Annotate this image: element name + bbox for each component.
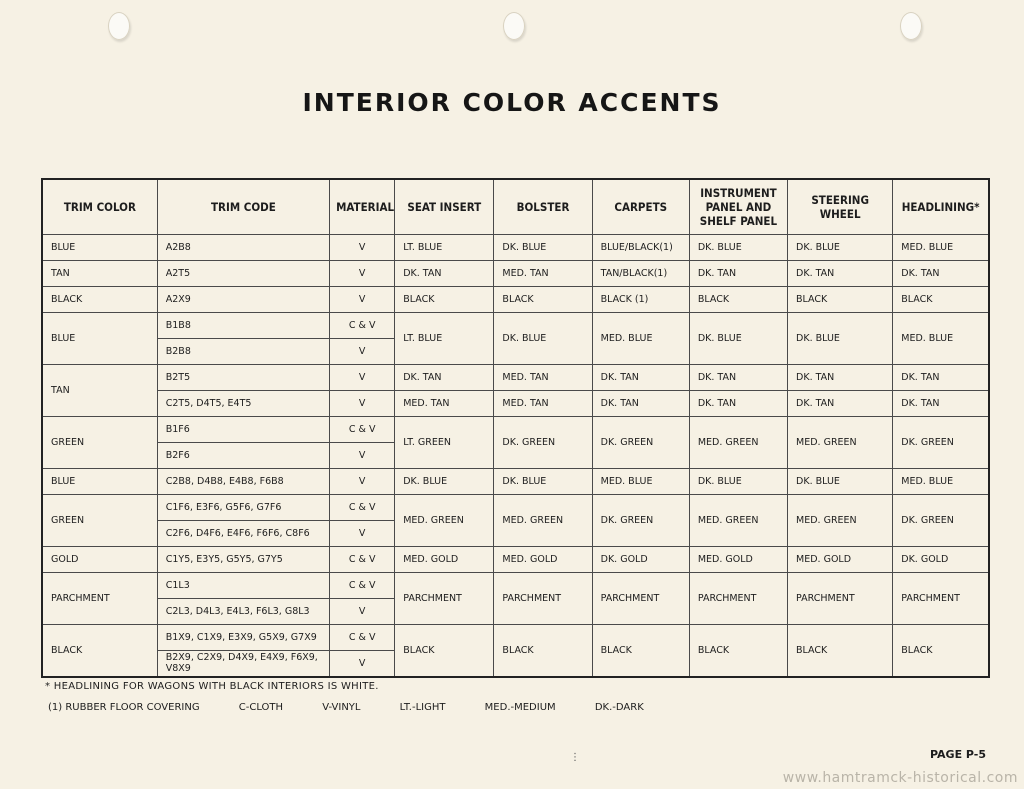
cell-steering-wheel: MED. GREEN [788, 417, 893, 469]
cell-material: V [330, 235, 395, 261]
cell-trim-code: C2L3, D4L3, E4L3, F6L3, G8L3 [157, 599, 329, 625]
cell-seat-insert: MED. GOLD [395, 547, 494, 573]
header-carpets: CARPETS [592, 179, 689, 235]
header-steering-wheel: STEERING WHEEL [788, 179, 893, 235]
header-instrument-panel: INSTRUMENT PANEL AND SHELF PANEL [689, 179, 787, 235]
cell-material: V [330, 443, 395, 469]
cell-trim-code: C1L3 [157, 573, 329, 599]
cell-carpets: DK. GREEN [592, 495, 689, 547]
cell-instrument-panel: DK. BLUE [689, 469, 787, 495]
cell-seat-insert: MED. GREEN [395, 495, 494, 547]
cell-trim-code: B1B8 [157, 313, 329, 339]
cell-bolster: DK. GREEN [494, 417, 592, 469]
cell-headlining: MED. BLUE [893, 235, 989, 261]
cell-trim-color: TAN [42, 261, 157, 287]
cell-trim-code: B2X9, C2X9, D4X9, E4X9, F6X9, V8X9 [157, 651, 329, 677]
header-row [42, 179, 989, 235]
table-row [42, 365, 989, 391]
cell-steering-wheel: BLACK [788, 625, 893, 677]
table-row [42, 573, 989, 599]
cell-bolster: MED. TAN [494, 261, 592, 287]
page-title: INTERIOR COLOR ACCENTS [302, 88, 722, 117]
cell-seat-insert: LT. BLUE [395, 313, 494, 365]
cell-trim-code: A2B8 [157, 235, 329, 261]
cell-headlining: DK. GREEN [893, 417, 989, 469]
cell-carpets: BLUE/BLACK(1) [592, 235, 689, 261]
cell-material: V [330, 365, 395, 391]
legend-item: C-CLOTH [238, 702, 284, 713]
legend-item: DK.-DARK [594, 702, 644, 713]
cell-headlining: MED. BLUE [893, 313, 989, 365]
cell-material: V [330, 391, 395, 417]
cell-trim-code: B1X9, C1X9, E3X9, G5X9, G7X9 [157, 625, 329, 651]
cell-carpets: MED. BLUE [592, 313, 689, 365]
cell-carpets: BLACK (1) [592, 287, 689, 313]
header-bolster: BOLSTER [494, 179, 592, 235]
cell-steering-wheel: DK. BLUE [788, 313, 893, 365]
cell-bolster: DK. BLUE [494, 469, 592, 495]
table-row [42, 235, 989, 261]
cell-material: V [330, 469, 395, 495]
cell-seat-insert: BLACK [395, 287, 494, 313]
cell-headlining: DK. TAN [893, 365, 989, 391]
cell-steering-wheel: MED. GOLD [788, 547, 893, 573]
cell-bolster: MED. TAN [494, 391, 592, 417]
cell-instrument-panel: BLACK [689, 625, 787, 677]
cell-trim-code: C2F6, D4F6, E4F6, F6F6, C8F6 [157, 521, 329, 547]
cell-material: V [330, 651, 395, 677]
legend-item: MED.-MEDIUM [484, 702, 556, 713]
cell-trim-code: C1Y5, E3Y5, G5Y5, G7Y5 [157, 547, 329, 573]
table-row [42, 469, 989, 495]
cell-trim-code: B1F6 [157, 417, 329, 443]
cell-seat-insert: DK. BLUE [395, 469, 494, 495]
cell-trim-code: C1F6, E3F6, G5F6, G7F6 [157, 495, 329, 521]
cell-seat-insert: MED. TAN [395, 391, 494, 417]
cell-carpets: BLACK [592, 625, 689, 677]
page-mark: ⋮ [570, 752, 580, 763]
cell-seat-insert: PARCHMENT [395, 573, 494, 625]
cell-instrument-panel: DK. BLUE [689, 313, 787, 365]
cell-steering-wheel: DK. TAN [788, 365, 893, 391]
cell-carpets: PARCHMENT [592, 573, 689, 625]
cell-trim-code: A2X9 [157, 287, 329, 313]
cell-material: C & V [330, 417, 395, 443]
cell-trim-color: BLUE [42, 469, 157, 495]
cell-instrument-panel: DK. TAN [689, 391, 787, 417]
cell-seat-insert: LT. BLUE [395, 235, 494, 261]
cell-instrument-panel: MED. GOLD [689, 547, 787, 573]
cell-carpets: MED. BLUE [592, 469, 689, 495]
legend-item: (1) RUBBER FLOOR COVERING [48, 702, 200, 713]
cell-steering-wheel: DK. BLUE [788, 469, 893, 495]
cell-carpets: DK. GOLD [592, 547, 689, 573]
cell-trim-code: B2B8 [157, 339, 329, 365]
header-trim-color: TRIM COLOR [42, 179, 157, 235]
table-row [42, 391, 989, 417]
cell-material: C & V [330, 573, 395, 599]
cell-instrument-panel: DK. TAN [689, 261, 787, 287]
cell-bolster: BLACK [494, 625, 592, 677]
cell-material: V [330, 599, 395, 625]
cell-trim-code: C2T5, D4T5, E4T5 [157, 391, 329, 417]
table-row [42, 417, 989, 443]
cell-bolster: MED. TAN [494, 365, 592, 391]
cell-trim-code: B2T5 [157, 365, 329, 391]
cell-bolster: MED. GREEN [494, 495, 592, 547]
cell-steering-wheel: DK. TAN [788, 391, 893, 417]
cell-trim-color: BLUE [42, 235, 157, 261]
cell-headlining: DK. GOLD [893, 547, 989, 573]
binder-hole-left [108, 12, 130, 40]
cell-seat-insert: DK. TAN [395, 261, 494, 287]
cell-headlining: MED. BLUE [893, 469, 989, 495]
cell-steering-wheel: DK. TAN [788, 261, 893, 287]
cell-carpets: DK. TAN [592, 365, 689, 391]
cell-bolster: BLACK [494, 287, 592, 313]
cell-instrument-panel: DK. TAN [689, 365, 787, 391]
cell-instrument-panel: BLACK [689, 287, 787, 313]
cell-trim-color: BLACK [42, 625, 157, 677]
color-accent-table [41, 178, 990, 678]
cell-headlining: DK. GREEN [893, 495, 989, 547]
cell-trim-code: A2T5 [157, 261, 329, 287]
cell-trim-color: GOLD [42, 547, 157, 573]
watermark: www.hamtramck-historical.com [782, 770, 1018, 786]
table-row [42, 313, 989, 339]
cell-bolster: MED. GOLD [494, 547, 592, 573]
cell-trim-color: BLUE [42, 313, 157, 365]
cell-trim-code: C2B8, D4B8, E4B8, F6B8 [157, 469, 329, 495]
cell-carpets: DK. GREEN [592, 417, 689, 469]
cell-steering-wheel: DK. BLUE [788, 235, 893, 261]
cell-trim-color: GREEN [42, 495, 157, 547]
cell-carpets: TAN/BLACK(1) [592, 261, 689, 287]
cell-seat-insert: LT. GREEN [395, 417, 494, 469]
cell-headlining: DK. TAN [893, 261, 989, 287]
cell-bolster: DK. BLUE [494, 235, 592, 261]
cell-trim-code: B2F6 [157, 443, 329, 469]
cell-material: C & V [330, 625, 395, 651]
header-material: MATERIAL [330, 179, 395, 235]
cell-material: V [330, 287, 395, 313]
cell-material: C & V [330, 547, 395, 573]
cell-carpets: DK. TAN [592, 391, 689, 417]
cell-headlining: BLACK [893, 287, 989, 313]
legend-item: V-VINYL [322, 702, 361, 713]
header-trim-code: TRIM CODE [157, 179, 329, 235]
cell-instrument-panel: DK. BLUE [689, 235, 787, 261]
table-row [42, 625, 989, 651]
cell-material: C & V [330, 313, 395, 339]
cell-steering-wheel: BLACK [788, 287, 893, 313]
cell-headlining: PARCHMENT [893, 573, 989, 625]
cell-bolster: PARCHMENT [494, 573, 592, 625]
cell-material: C & V [330, 495, 395, 521]
cell-steering-wheel: PARCHMENT [788, 573, 893, 625]
cell-trim-color: PARCHMENT [42, 573, 157, 625]
cell-headlining: BLACK [893, 625, 989, 677]
headlining-footnote: * HEADLINING FOR WAGONS WITH BLACK INTERIORS IS WHITE. [45, 681, 379, 692]
cell-material: V [330, 261, 395, 287]
cell-trim-color: GREEN [42, 417, 157, 469]
cell-trim-color: BLACK [42, 287, 157, 313]
cell-material: V [330, 521, 395, 547]
table-row [42, 547, 989, 573]
table-row [42, 261, 989, 287]
cell-instrument-panel: PARCHMENT [689, 573, 787, 625]
cell-instrument-panel: MED. GREEN [689, 417, 787, 469]
cell-headlining: DK. TAN [893, 391, 989, 417]
abbreviation-legend [48, 702, 688, 713]
cell-instrument-panel: MED. GREEN [689, 495, 787, 547]
cell-seat-insert: DK. TAN [395, 365, 494, 391]
cell-trim-color: TAN [42, 365, 157, 417]
legend-item: LT.-LIGHT [399, 702, 446, 713]
cell-material: V [330, 339, 395, 365]
table-row [42, 495, 989, 521]
cell-seat-insert: BLACK [395, 625, 494, 677]
table-row [42, 287, 989, 313]
binder-hole-center [503, 12, 525, 40]
header-headlining: HEADLINING* [893, 179, 989, 235]
cell-bolster: DK. BLUE [494, 313, 592, 365]
binder-hole-right [900, 12, 922, 40]
page-number: PAGE P-5 [929, 748, 986, 761]
header-seat-insert: SEAT INSERT [395, 179, 494, 235]
cell-steering-wheel: MED. GREEN [788, 495, 893, 547]
